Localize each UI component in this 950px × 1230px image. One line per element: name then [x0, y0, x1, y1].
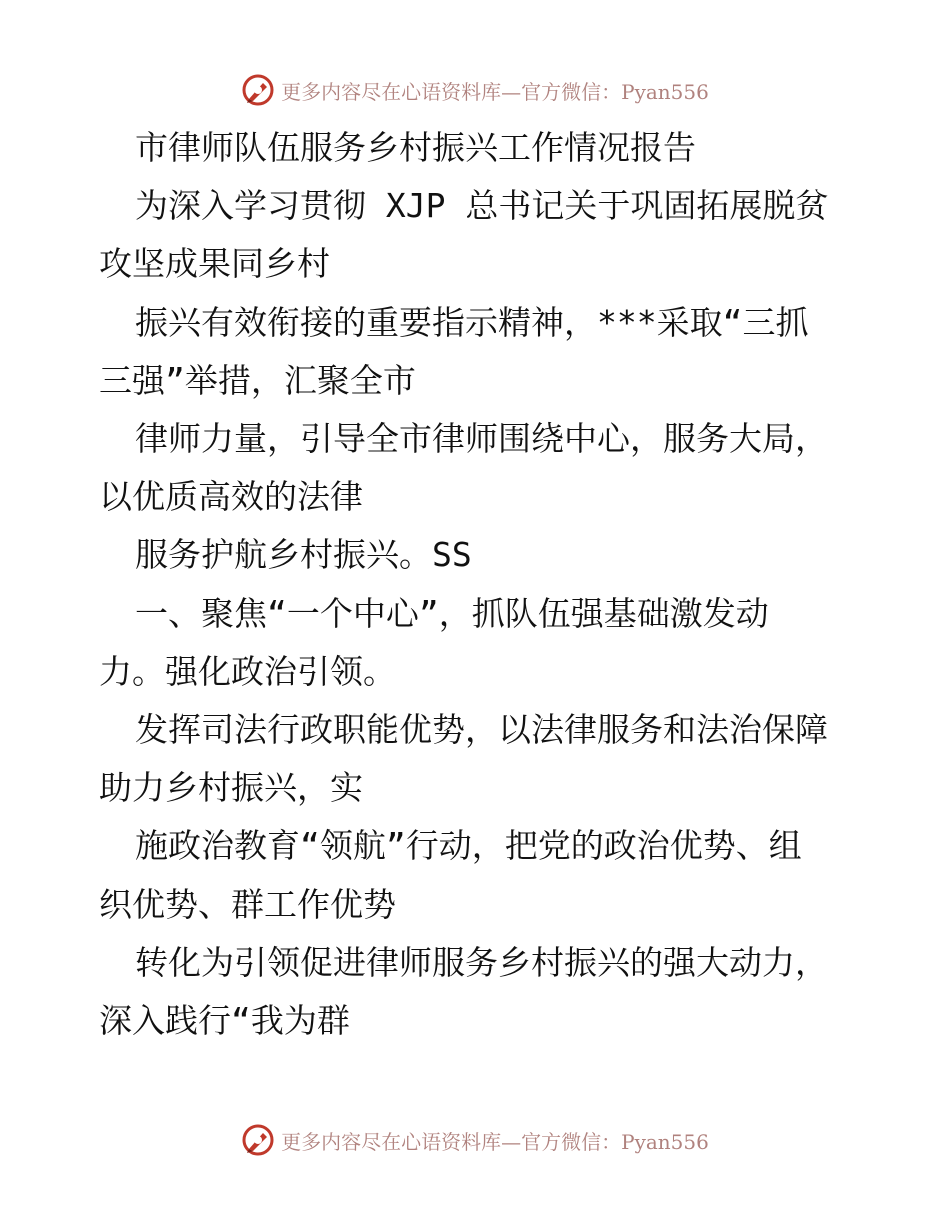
- paragraph-line: 转化为引领促进律师服务乡村振兴的强大动力，: [135, 943, 828, 982]
- paragraph-line: 以优质高效的法律: [99, 477, 363, 516]
- paragraph-line: 律师力量，引导全市律师围绕中心，服务大局，: [135, 419, 828, 458]
- footer-watermark-text: 更多内容尽在心语资料库—官方微信：Pyan556: [281, 1129, 709, 1154]
- paragraph-line: 为深入学习贯彻 XJP 总书记关于巩固拓展脱贫: [135, 186, 829, 225]
- paragraph-line: 振兴有效衔接的重要指示精神，***采取“三抓: [135, 303, 809, 342]
- paragraph-line: 力。强化政治引领。: [99, 652, 396, 691]
- paragraph-line: 发挥司法行政职能优势，以法律服务和法治保障: [135, 710, 828, 749]
- document-title: 市律师队伍服务乡村振兴工作情况报告: [135, 128, 696, 167]
- footer-watermark-banner: [0, 1120, 950, 1160]
- section-heading-line: 一、聚焦“一个中心”，抓队伍强基础激发动: [135, 594, 769, 633]
- pen-logo-icon: [241, 73, 275, 107]
- paragraph-line: 织优势、群工作优势: [99, 885, 396, 924]
- header-watermark-banner: [0, 70, 950, 110]
- paragraph-line: 三强”举措，汇聚全市: [99, 361, 416, 400]
- paragraph-line: 深入践行“我为群: [99, 1001, 350, 1040]
- pen-logo-icon: [241, 1123, 275, 1157]
- paragraph-line: 施政治教育“领航”行动，把党的政治优势、组: [135, 826, 802, 865]
- paragraph-line: 助力乡村振兴，实: [99, 768, 363, 807]
- paragraph-line: 服务护航乡村振兴。SS: [135, 535, 472, 574]
- paragraph-line: 攻坚成果同乡村: [99, 244, 330, 283]
- header-watermark-text: 更多内容尽在心语资料库—官方微信：Pyan556: [281, 79, 709, 104]
